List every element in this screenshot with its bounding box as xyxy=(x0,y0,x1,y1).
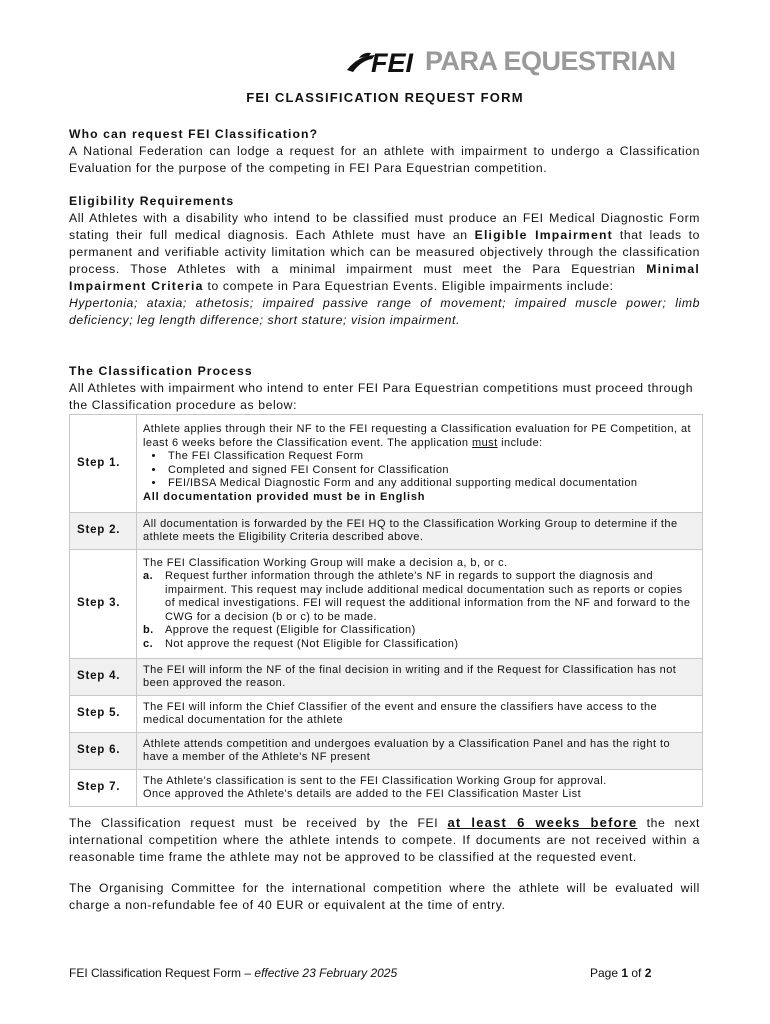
table-row xyxy=(70,733,703,770)
fei-para-equestrian-logo xyxy=(345,44,710,78)
step-content: The Athlete's classification is sent to the FEI Classification Working Group for approval. Once approved the Athlete's details are added to the FEI Classification Master List xyxy=(137,770,703,807)
process-section xyxy=(69,363,700,414)
svg-text:FEI: FEI xyxy=(371,48,414,76)
eligibility-body: All Athletes with a disability who intend to be classified must produce an FEI Medical Diagnostic Form stating their full medical diagnosis. Each Athlete must have an Eligible Impairment that leads to permanent and verifiable activity limitation which can be measured objectively through the classification process. Those Athletes with a minimal impairment must meet the Para Equestrian Minimal Impairment Criteria to compete in Para Equestrian Events. Eligible impairments include: xyxy=(69,211,701,293)
closing-section xyxy=(69,814,700,914)
who-heading: Who can request FEI Classification? xyxy=(69,127,319,141)
list-item: • The FEI Classification Request Form xyxy=(165,450,696,464)
table-row xyxy=(70,513,703,550)
fee-paragraph: The Organising Committee for the international competition where the athlete will be evaluated will charge a non-refundable fee of 40 EUR or equivalent at the time of entry. xyxy=(69,881,700,912)
process-intro: All Athletes with impairment who intend to enter FEI Para Equestrian competitions must proceed through the Classification procedure as below: xyxy=(69,381,694,412)
step-content: All documentation is forwarded by the FEI HQ to the Classification Working Group to determine if the athlete meets the Eligibility Criteria described above. xyxy=(137,513,703,550)
table-row xyxy=(70,550,703,659)
step-content: The FEI Classification Working Group will make a decision a, b, or c. a. Request further information through the athlete's NF in regards to support the diagnosis and impairment. This request may include additional medical documentation such as reports or copies of medical investigations. FEI will request the additional information from the NF and forward to the CWG for a decision (b or c) to be made. b. Approve the request (Eligible for Classification) c. Not approve the request (Not Eligible for Classification) xyxy=(137,550,703,659)
eligibility-section xyxy=(69,193,700,329)
step-label: Step 3. xyxy=(70,550,137,659)
table-row xyxy=(70,770,703,807)
step-content: Athlete applies through their NF to the FEI requesting a Classification evaluation for PE Competition, at least 6 weeks before the Classification event. The application must include: • The FEI Classification Request Form • Completed and signed FEI Consent for Classification • FEI/IBSA Medical Diagnostic Form and any additional supporting medical documentation All documentation provided must be in English xyxy=(137,415,703,513)
list-item: • FEI/IBSA Medical Diagnostic Form and any additional supporting medical documentation xyxy=(165,477,696,491)
logo-subtitle: PARA EQUESTRIAN xyxy=(425,45,676,76)
table-row xyxy=(70,415,703,513)
who-body: A National Federation can lodge a request for an athlete with impairment to undergo a Classification Evaluation for the purpose of the competing in FEI Para Equestrian competition. xyxy=(69,144,700,175)
table-row xyxy=(70,659,703,696)
list-item: • Completed and signed FEI Consent for Classification xyxy=(165,464,696,478)
step-label: Step 2. xyxy=(70,513,137,550)
footer-form-name: FEI Classification Request Form – effective 23 February 2025 xyxy=(69,966,398,980)
step-content: The FEI will inform the Chief Classifier of the event and ensure the classifiers have access to the medical documentation for the athlete xyxy=(137,696,703,733)
deadline-paragraph: The Classification request must be received by the FEI at least 6 weeks before the next international competition where the athlete intends to compete. If documents are not received within a reasonable time frame the athlete may not be approved to be classified at the requested event. xyxy=(69,815,701,864)
process-heading: The Classification Process xyxy=(69,364,253,378)
step-label: Step 1. xyxy=(70,415,137,513)
page-title: FEI CLASSIFICATION REQUEST FORM xyxy=(246,90,524,105)
steps-table xyxy=(69,414,703,807)
step-label: Step 6. xyxy=(70,733,137,770)
eligibility-heading: Eligibility Requirements xyxy=(69,194,235,208)
step-content: The FEI will inform the NF of the final decision in writing and if the Request for Classification has not been approved the reason. xyxy=(137,659,703,696)
step-label: Step 5. xyxy=(70,696,137,733)
impairment-list: Hypertonia; ataxia; athetosis; impaired passive range of movement; impaired muscle power; limb deficiency; leg length difference; short stature; vision impairment. xyxy=(69,296,700,327)
step-content: Athlete attends competition and undergoes evaluation by a Classification Panel and has the right to have a member of the Athlete's NF present xyxy=(137,733,703,770)
who-section xyxy=(69,126,700,177)
table-row xyxy=(70,696,703,733)
footer-page-number: Page 1 of 2 xyxy=(590,966,652,980)
step-label: Step 7. xyxy=(70,770,137,807)
step-label: Step 4. xyxy=(70,659,137,696)
fei-horse-logo-icon xyxy=(345,46,417,76)
